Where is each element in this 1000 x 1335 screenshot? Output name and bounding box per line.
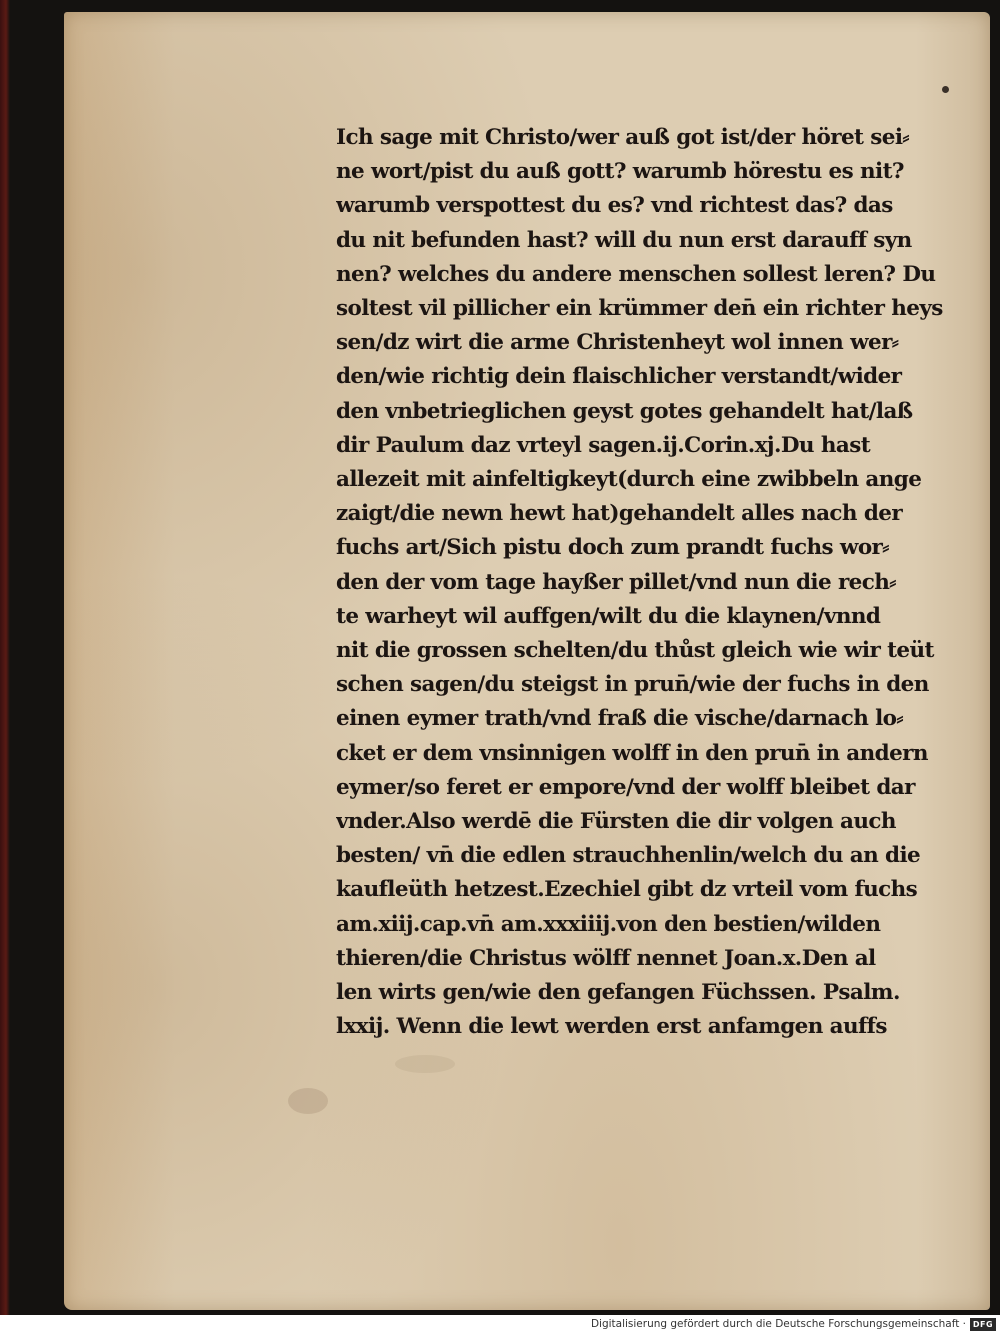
dfg-logo: DFG	[970, 1318, 996, 1331]
text-line: kaufleüth hetzest.Ezechiel gibt dz vrteil vom fuchs	[336, 877, 918, 903]
text-line: sen/dz wirt die arme Christenheyt wol innen wer⸗	[336, 330, 899, 356]
ink-dot-mark	[942, 86, 949, 93]
text-line: ne wort/pist du auß gott? warumb hörestu es nit?	[336, 159, 904, 185]
binding-edge	[0, 0, 10, 1315]
blackletter-text-block	[336, 121, 960, 1044]
text-line: len wirts gen/wie den gefangen Füchssen. Psalm.	[336, 980, 900, 1006]
text-line: thieren/die Christus wölff nennet Joan.x.Den al	[336, 945, 876, 971]
digitization-footer	[0, 1315, 1000, 1335]
text-line: lxxij. Wenn die lewt werden erst anfamgen auffs	[336, 1014, 887, 1040]
text-line: Ich sage mit Christo/wer auß got ist/der höret sei⸗	[336, 125, 909, 150]
text-line: vnder.Also werdē die Fürsten die dir volgen auch	[336, 809, 896, 835]
text-line: den/wie richtig dein flaischlicher verstandt/wider	[336, 364, 902, 390]
funding-credit: Digitalisierung gefördert durch die Deutsche Forschungsgemeinschaft ·	[590, 1318, 966, 1330]
text-line: fuchs art/Sich pistu doch zum prandt fuchs wor⸗	[336, 535, 889, 561]
text-line: allezeit mit ainfeltigkeyt(durch eine zwibbeln ange	[336, 467, 922, 493]
text-line: zaigt/die newn hewt hat)gehandelt alles nach der	[336, 501, 903, 527]
text-line: am.xiij.cap.vn̄ am.xxxiiij.von den bestien/wilden	[336, 911, 881, 937]
text-line: dir Paulum daz vrteyl sagen.ij.Corin.xj.Du hast	[336, 432, 871, 458]
text-line: besten/ vn̄ die edlen strauchhenlin/welch du an die	[336, 843, 921, 869]
text-line: te warheyt wil auffgen/wilt du die klaynen/vnnd	[336, 603, 881, 629]
text-line: du nit befunden hast? will du nun erst darauff syn	[336, 227, 912, 253]
paper-stain	[288, 1088, 328, 1114]
text-line: den der vom tage hayßer pillet/vnd nun die rech⸗	[336, 569, 896, 595]
text-line: nit die grossen schelten/du thůst gleich wie wir teüt	[336, 638, 934, 664]
text-line: cket er dem vnsinnigen wolff in den prun̄ in andern	[336, 740, 928, 766]
text-line: nen? welches du andere menschen sollest leren? Du	[336, 261, 936, 287]
text-line: warumb verspottest du es? vnd richtest das? das	[336, 193, 893, 219]
text-line: soltest vil pillicher ein krümmer den̄ ein richter heys	[336, 296, 943, 322]
text-line: schen sagen/du steigst in prun̄/wie der fuchs in den	[336, 672, 929, 698]
paper-stain	[395, 1055, 455, 1073]
text-line: eymer/so feret er empore/vnd der wolff bleibet dar	[336, 774, 915, 800]
text-line: den vnbetrieglichen geyst gotes gehandelt hat/laß	[336, 398, 913, 424]
text-line: einen eymer trath/vnd fraß die vische/darnach lo⸗	[336, 706, 903, 732]
